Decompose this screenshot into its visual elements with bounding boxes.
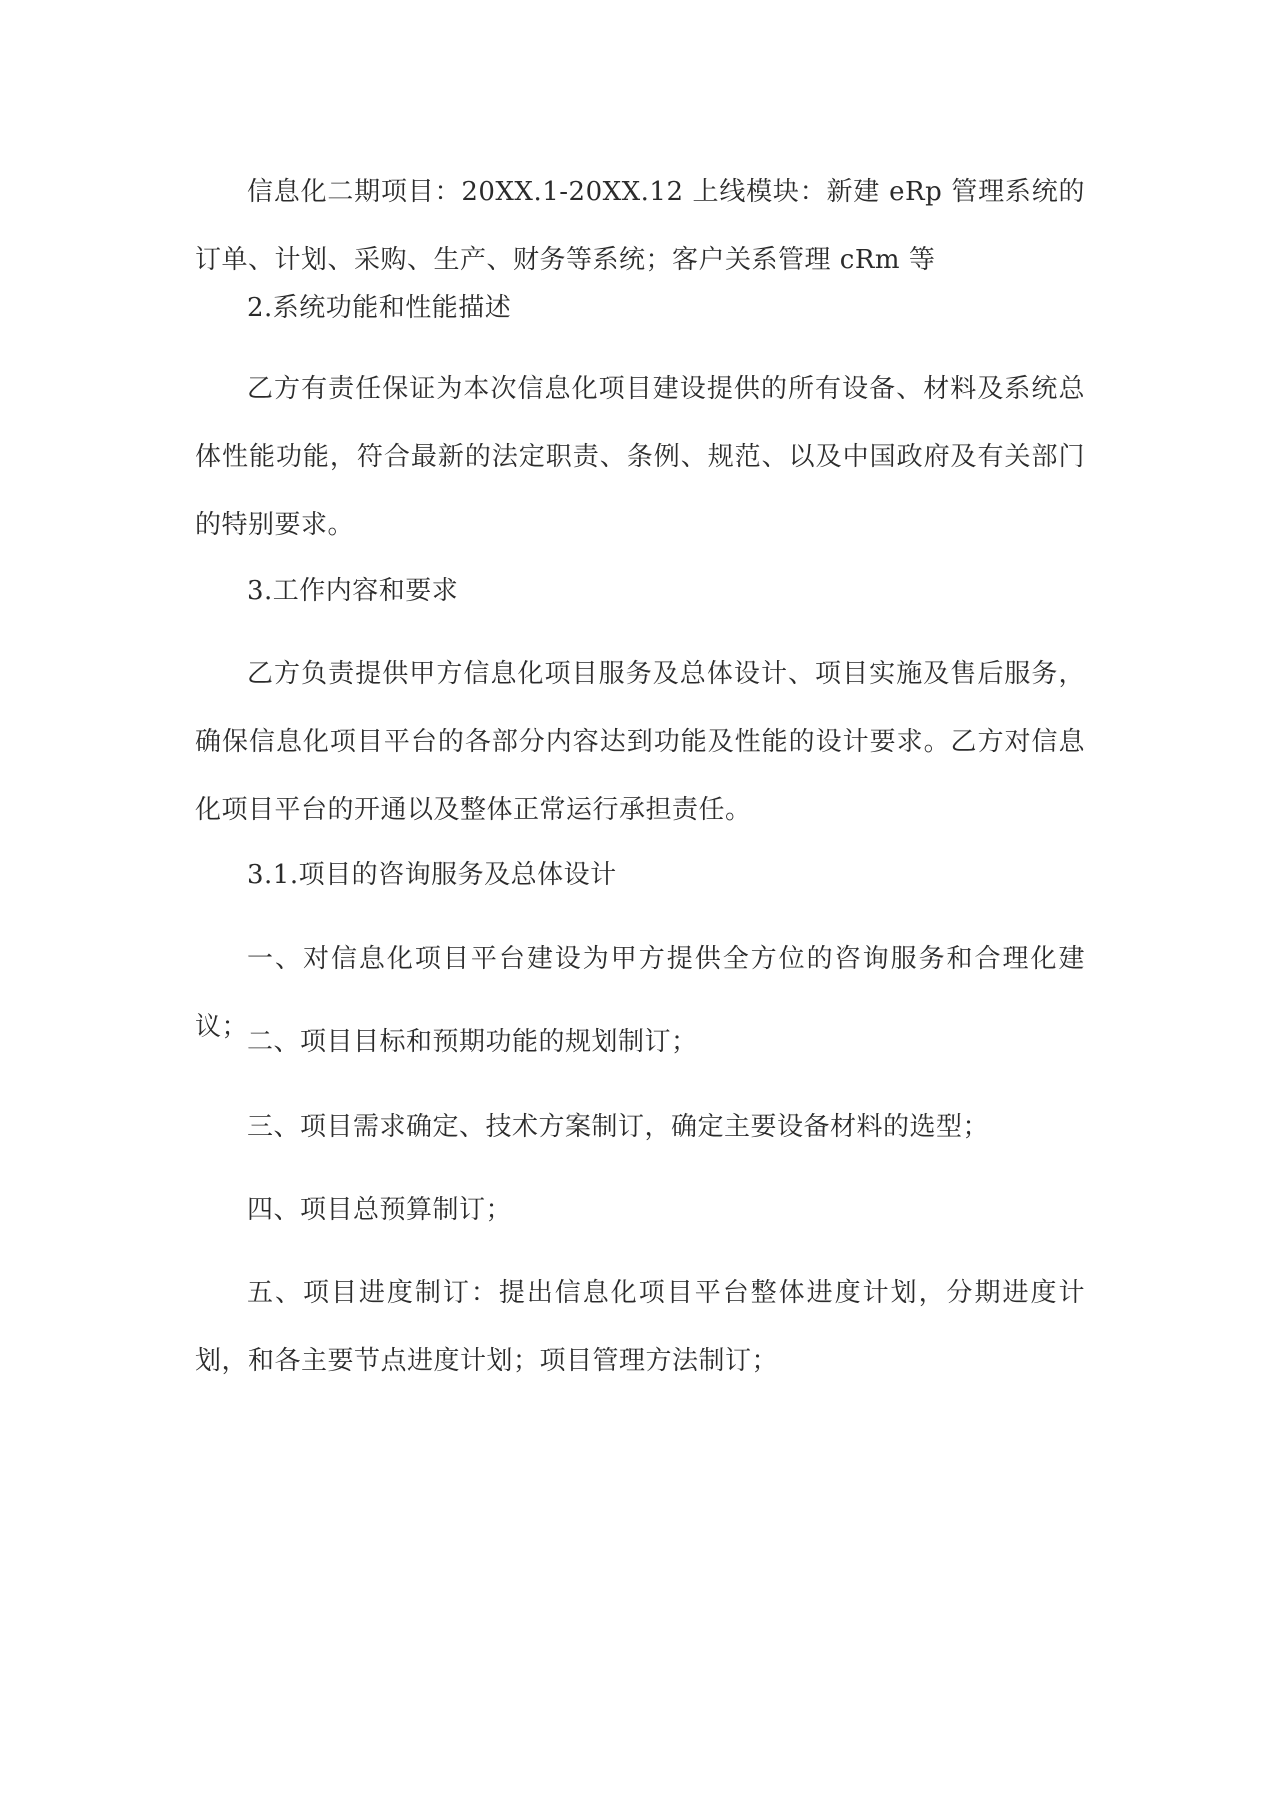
list-item-1: 一、对信息化项目平台建设为甲方提供全方位的咨询服务和合理化建议； xyxy=(195,944,1085,1042)
paragraph-phase2-project: 信息化二期项目：20XX.1-20XX.12 上线模块：新建 eRp 管理系统的订单、计划、采购、生产、财务等系统；客户关系管理 cRm 等 xyxy=(195,177,1085,275)
list-item-3: 三、项目需求确定、技术方案制订，确定主要设备材料的选型； xyxy=(247,1112,990,1142)
paragraph-responsibility: 乙方有责任保证为本次信息化项目建设提供的所有设备、材料及系统总体性能功能，符合最新的法定职责、条例、规范、以及中国政府及有关部门的特别要求。 xyxy=(195,374,1085,540)
heading-work-content: 3.工作内容和要求 xyxy=(247,576,459,606)
list-item-5: 五、项目进度制订：提出信息化项目平台整体进度计划，分期进度计划，和各主要节点进度计划；项目管理方法制订； xyxy=(195,1278,1085,1376)
paragraph-service-scope: 乙方负责提供甲方信息化项目服务及总体设计、项目实施及售后服务，确保信息化项目平台的各部分内容达到功能及性能的设计要求。乙方对信息化项目平台的开通以及整体正常运行承担责任。 xyxy=(195,659,1085,825)
heading-system-function: 2.系统功能和性能描述 xyxy=(247,293,512,323)
list-item-2: 二、项目目标和预期功能的规划制订； xyxy=(247,1027,698,1057)
list-item-4: 四、项目总预算制订； xyxy=(247,1195,513,1225)
heading-consulting-design: 3.1.项目的咨询服务及总体设计 xyxy=(247,860,617,890)
